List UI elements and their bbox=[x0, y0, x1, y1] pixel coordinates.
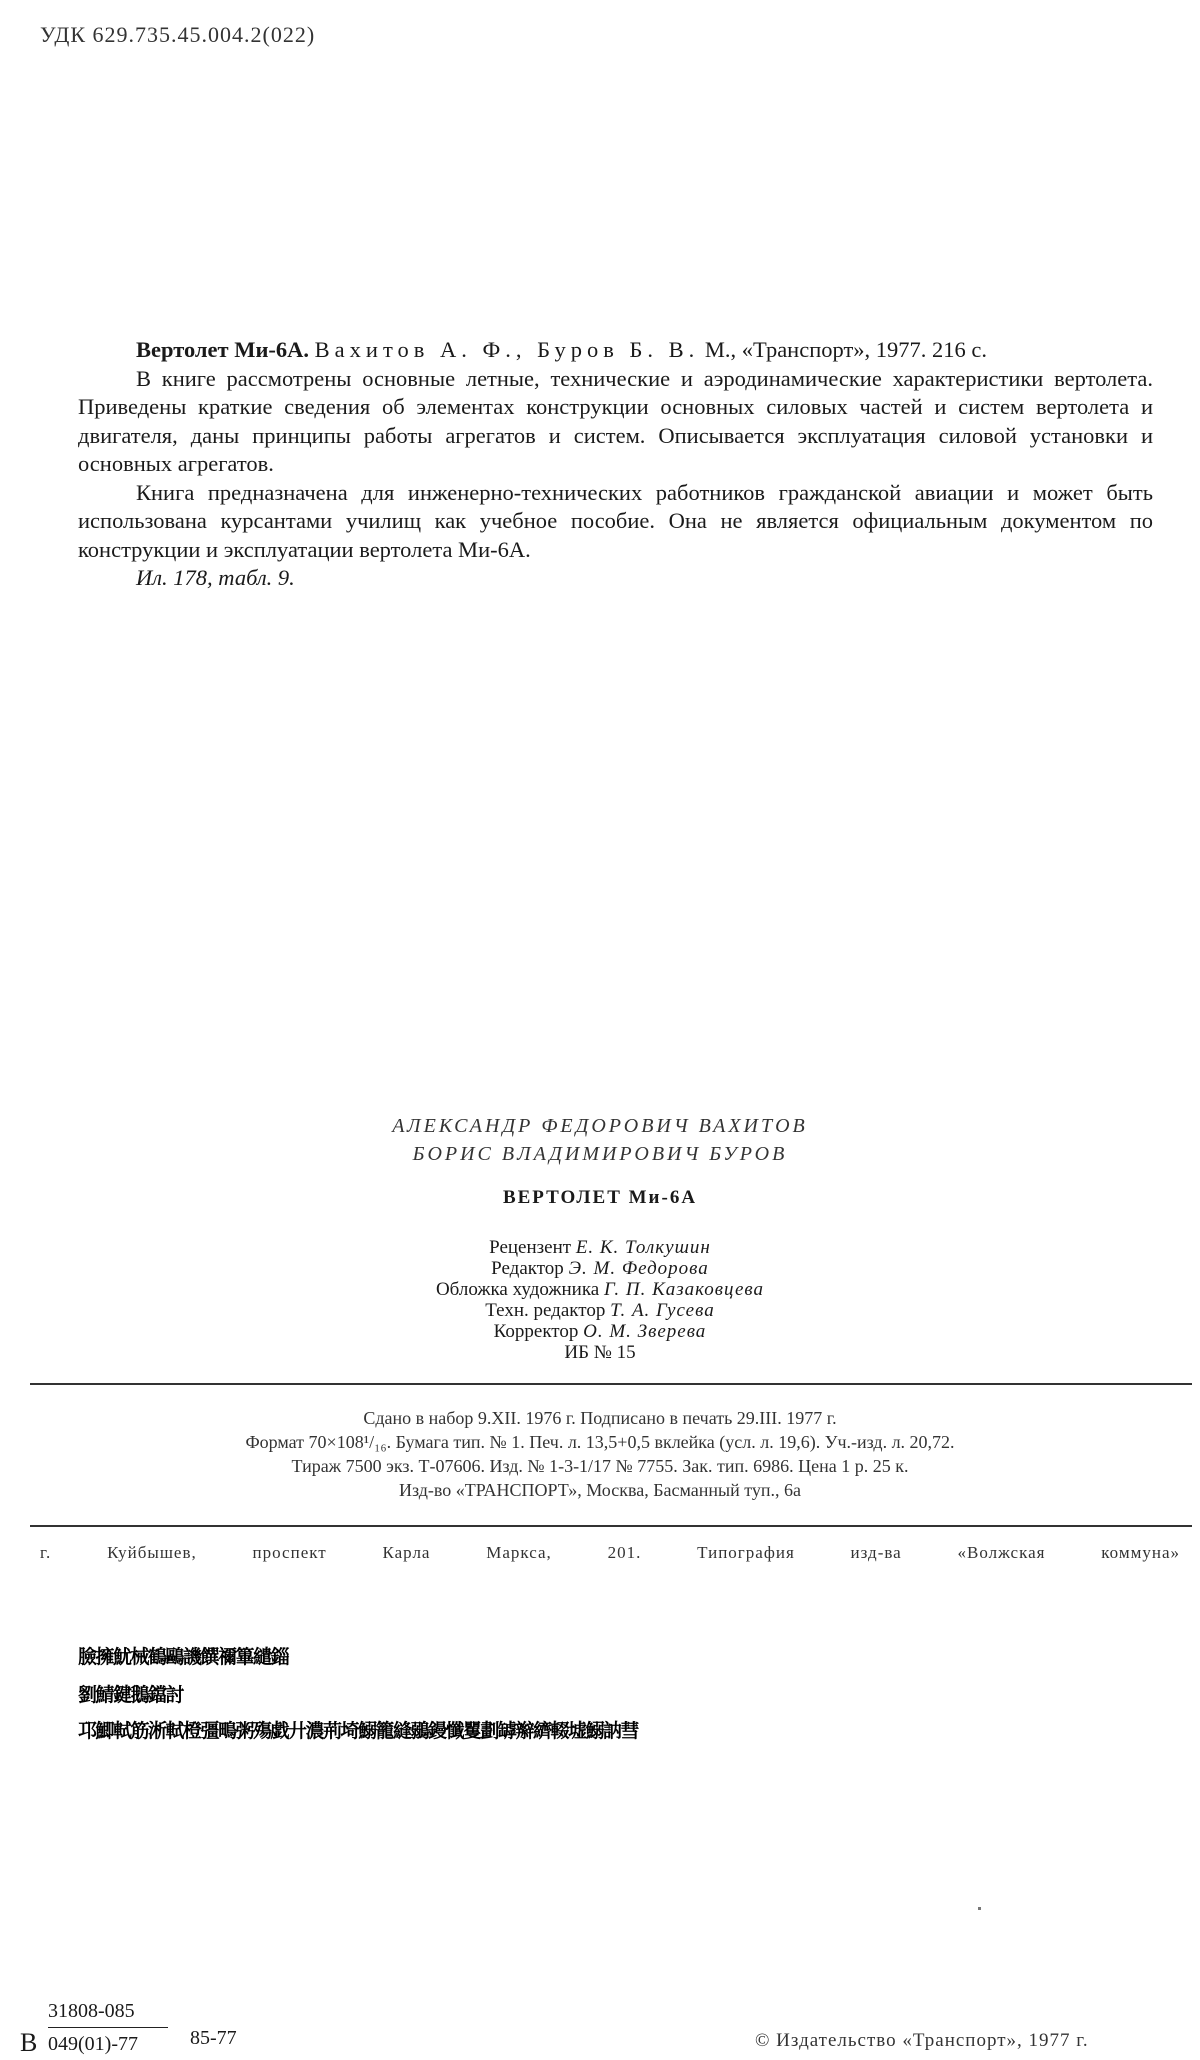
imprint-block bbox=[0, 1406, 1200, 1502]
garbled-line-3: 邛鯽軾筋淅軾橙彊鴫粥殤戯廾濃荊埼鰯籠縫鶸鏝懺矍劃罅辮纃輟墟鰯訥彗 bbox=[78, 1720, 639, 1742]
ib-number: ИБ № 15 bbox=[564, 1342, 636, 1363]
credit-role: Редактор bbox=[491, 1258, 564, 1279]
credit-role: Корректор bbox=[493, 1321, 579, 1342]
copyright: © Издательство «Транспорт», 1977 г. bbox=[755, 2030, 1089, 2051]
credit-row bbox=[0, 1258, 1200, 1279]
garbled-line-1: 臉擁魷械鶴鷗譏饌禰篳繾錙 bbox=[78, 1646, 289, 1668]
abstract-title: Вертолет Ми-6А. bbox=[136, 337, 310, 362]
imprint-line: Тираж 7500 экз. Т-07606. Изд. № 1-3-1/17 № 7755. Зак. тип. 6986. Цена 1 р. 25 к. bbox=[291, 1456, 909, 1476]
imprint-line: Формат 70×108¹/₁₆. Бумага тип. № 1. Печ. л. 13,5+0,5 вклейка (усл. л. 19,6). Уч.-изд. л. 20,72. bbox=[245, 1432, 955, 1452]
imprint-line: Сдано в набор 9.XII. 1976 г. Подписано в печать 29.III. 1977 г. bbox=[363, 1408, 837, 1428]
code-prefix: В bbox=[20, 2028, 38, 2057]
imprint-line: Изд-во «ТРАНСПОРТ», Москва, Басманный туп., 6а bbox=[398, 1480, 802, 1500]
abstract-publisher: М., «Транспорт», 1977. 216 с. bbox=[704, 337, 988, 362]
udk-code: УДК 629.735.45.004.2(022) bbox=[40, 22, 316, 47]
speck bbox=[978, 1907, 981, 1910]
divider-top bbox=[30, 1383, 1192, 1385]
credit-name: Е. К. Толкушин bbox=[575, 1237, 711, 1258]
abstract-illustrations: Ил. 178, табл. 9. bbox=[136, 565, 295, 590]
code-fraction bbox=[48, 1995, 168, 2060]
credit-role: Обложка художника bbox=[435, 1279, 600, 1300]
credit-row bbox=[0, 1321, 1200, 1342]
author-2: БОРИС ВЛАДИМИРОВИЧ БУРОВ bbox=[412, 1143, 788, 1165]
credit-row bbox=[0, 1300, 1200, 1321]
divider-bottom bbox=[30, 1525, 1192, 1527]
author-1: АЛЕКСАНДР ФЕДОРОВИЧ ВАХИТОВ bbox=[392, 1115, 808, 1137]
credit-name: О. М. Зверева bbox=[583, 1321, 707, 1342]
credit-row bbox=[0, 1279, 1200, 1300]
credit-role: Рецензент bbox=[489, 1237, 572, 1258]
garbled-line-2: 劉鯖鍵鵝鐺討 bbox=[78, 1684, 184, 1706]
printing-house: г. Куйбышев, проспект Карла Маркса, 201. Типография изд-ва «Волжская коммуна» bbox=[40, 1543, 1180, 1562]
abstract-paragraph-2: Книга предназначена для инженерно-технических работников гражданской авиации и может быть использована курсантами училищ как учебное пособие. Она не является официальным документом по конструкции и эксплуатации вертолета Ми-6А. bbox=[78, 479, 1153, 562]
credit-name: Г. П. Казаковцева bbox=[603, 1279, 765, 1300]
book-title: ВЕРТОЛЕТ Ми-6А bbox=[502, 1187, 698, 1208]
abstract-block bbox=[78, 336, 1153, 593]
credit-row bbox=[0, 1237, 1200, 1258]
credits-block bbox=[0, 1237, 1200, 1363]
code-denominator: 049(01)-77 bbox=[48, 2027, 168, 2060]
code-suffix: 85-77 bbox=[190, 2027, 237, 2049]
credit-name: Э. М. Федорова bbox=[568, 1258, 709, 1279]
credit-name: Т. А. Гусева bbox=[610, 1300, 715, 1321]
abstract-paragraph-1: В книге рассмотрены основные летные, технические и аэродинамические характеристики вертолета. Приведены краткие сведения об элементах конструкции основных силовых частей и систем вертолета и двигателя, даны принципы работы агрегатов и систем. Описывается эксплуатация силовой установки и основных агрегатов. bbox=[78, 365, 1153, 476]
abstract-citation bbox=[78, 336, 1153, 365]
credit-role: Техн. редактор bbox=[485, 1300, 606, 1321]
abstract-authors: Вахитов А. Ф., Буров Б. В. bbox=[314, 337, 700, 362]
code-numerator: 31808-085 bbox=[48, 2000, 135, 2022]
